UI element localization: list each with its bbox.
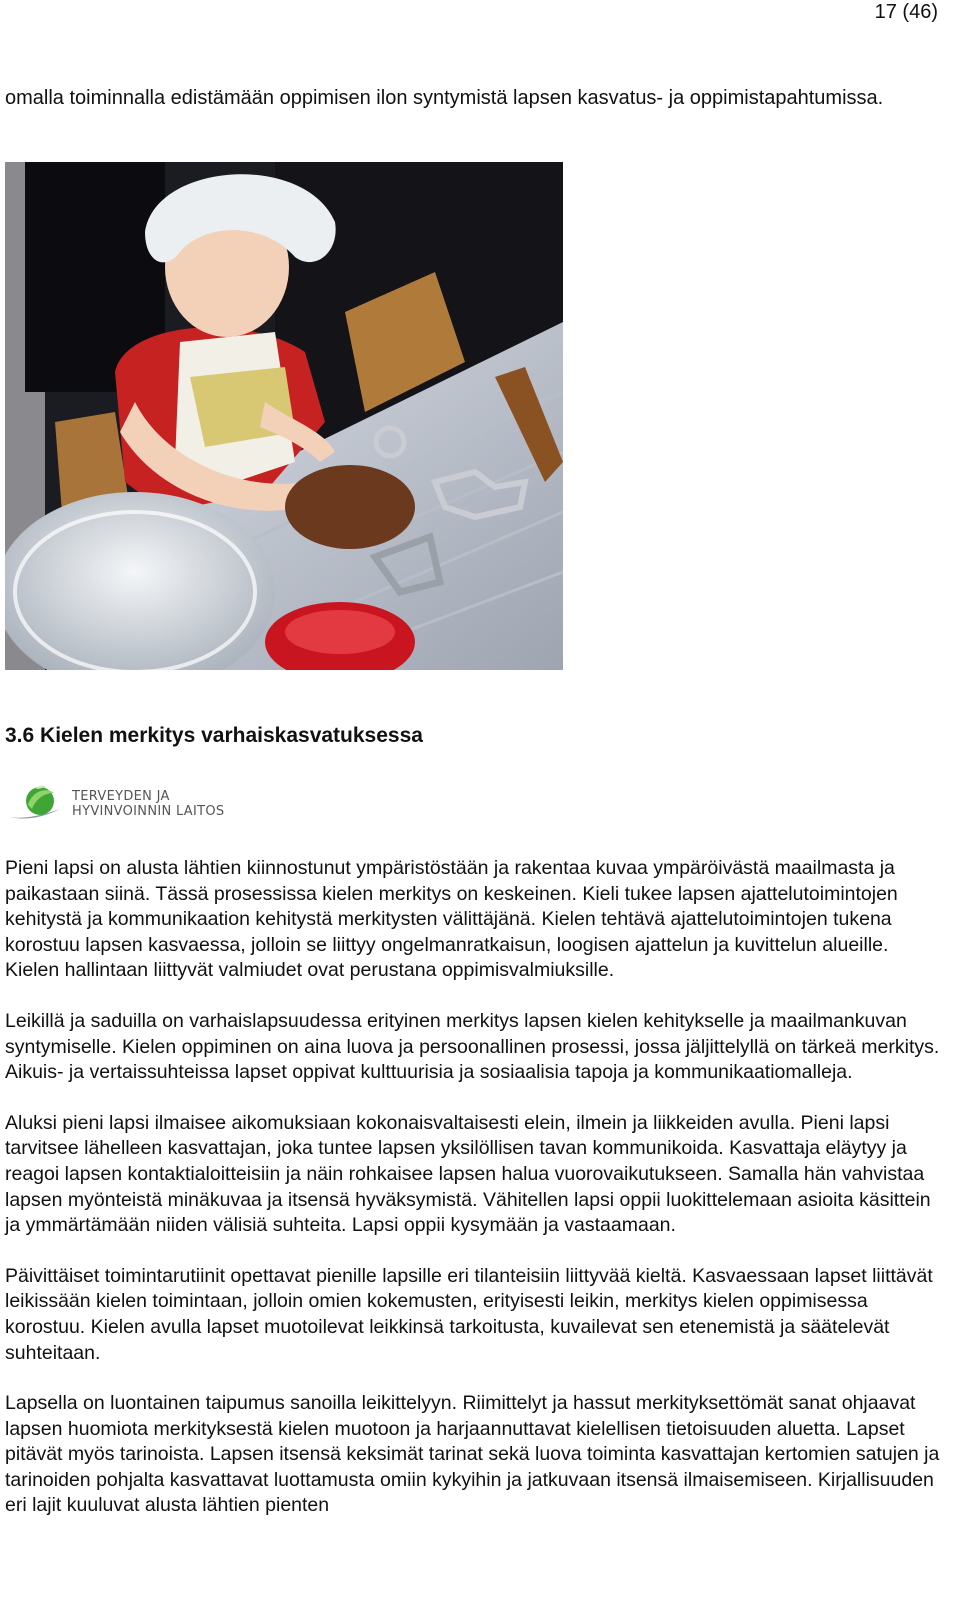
body-text — [5, 856, 943, 1544]
paragraph-4: Päivittäiset toimintarutiinit opettavat pienille lapsille eri tilanteisiin liittyvää kieltä. Kasvaessaan lapset liittävät leikissään kielen toimintaan, jolloin omien kokemusten, erityisesti leikin, merkitys kielen oppimisessa korostuu. Kielen avulla lapset muotoilevat leikkinsä tarkoitusta, kuvailevat sen etenemistä ja säätelevät suhteitaan. — [5, 1264, 933, 1364]
intro-paragraph: omalla toiminnalla edistämään oppimisen ilon syntymistä lapsen kasvatus- ja oppimistapahtumissa. — [5, 87, 884, 109]
section-heading: 3.6 Kielen merkitys varhaiskasvatuksessa — [5, 724, 423, 747]
paragraph-1: Pieni lapsi on alusta lähtien kiinnostunut ympäristöstään ja rakentaa kuvaa ympäröivästä maailmasta ja paikastaan siinä. Tässä prosessissa kielen merkitys on keskeinen. Kieli tukee lapsen ajattelutoimintojen kehitystä ja kommunikaation kehitystä merkitysten välittäjänä. Kielen tehtävä ajattelutoimintojen tukena korostuu lapsen kasvaessa, jolloin se liittyy ongelmanratkaisun, loogisen ajattelun ja kuvittelun alueille. Kielen hallintaan liittyvät valmiudet ovat perustana oppimisvalmiuksille. — [5, 857, 898, 982]
paragraph-3: Aluksi pieni lapsi ilmaisee aikomuksiaan kokonaisvaltaisesti elein, ilmein ja liikkeiden avulla. Pieni lapsi tarvitsee lähelleen kasvattajan, joka tuntee lapsen yksilöllisen tavan kommunikoida. Kasvattaja eläytyy ja reagoi lapsen kontaktialoitteisiin ja näin rohkaisee lapsen halua vuorovaikutukseen. Samalla hän vahvistaa lapsen myönteistä minäkuvaa ja itsensä hyväksymistä. Vähitellen lapsi oppii luokittelemaan asioita käsittein ja ymmärtämään niiden välisiä suhteita. Lapsi oppii kysymään ja vastaamaan. — [5, 1111, 931, 1237]
paragraph-2: Leikillä ja saduilla on varhaislapsuudessa erityinen merkitys lapsen kielen kehitykselle ja maailmankuvan syntymiselle. Kielen oppiminen on aina luova ja persoonallinen prosessi, jossa jäljittelyllä on tärkeä merkitys. Aikuis- ja vertaissuhteissa lapset oppivat kulttuurisia ja sosiaalisia tapoja ja kommunikaatiomalleja. — [5, 1009, 940, 1084]
photo-child-baking — [5, 162, 563, 670]
logo-line-1: TERVEYDEN JA — [72, 789, 170, 804]
photo-illustration — [5, 162, 563, 670]
page-number: 17 (46) — [874, 1, 938, 23]
paragraph-5: Lapsella on luontainen taipumus sanoilla leikittelyyn. Riimittelyt ja hassut merkityksettömät sanat ohjaavat lapsen huomiota merkityksestä kielen muotoon ja harjaannuttavat kielellisen tietoisuuden aluetta. Lapset pitävät myös tarinoista. Lapsen itsensä keksimät tarinat sekä luova toiminta kasvattajan kertomien satujen ja tarinoiden pohjalta kasvattavat luottamusta omiin kykyihin ja jatkuvaan itsensä ilmaisemiseen. Kirjallisuuden eri lajit kuuluvat alusta lähtien pienten — [5, 1392, 940, 1517]
thl-leaf-icon — [8, 783, 64, 825]
logo-line-2: HYVINVOINNIN LAITOS — [72, 804, 225, 819]
thl-logo — [8, 780, 248, 828]
